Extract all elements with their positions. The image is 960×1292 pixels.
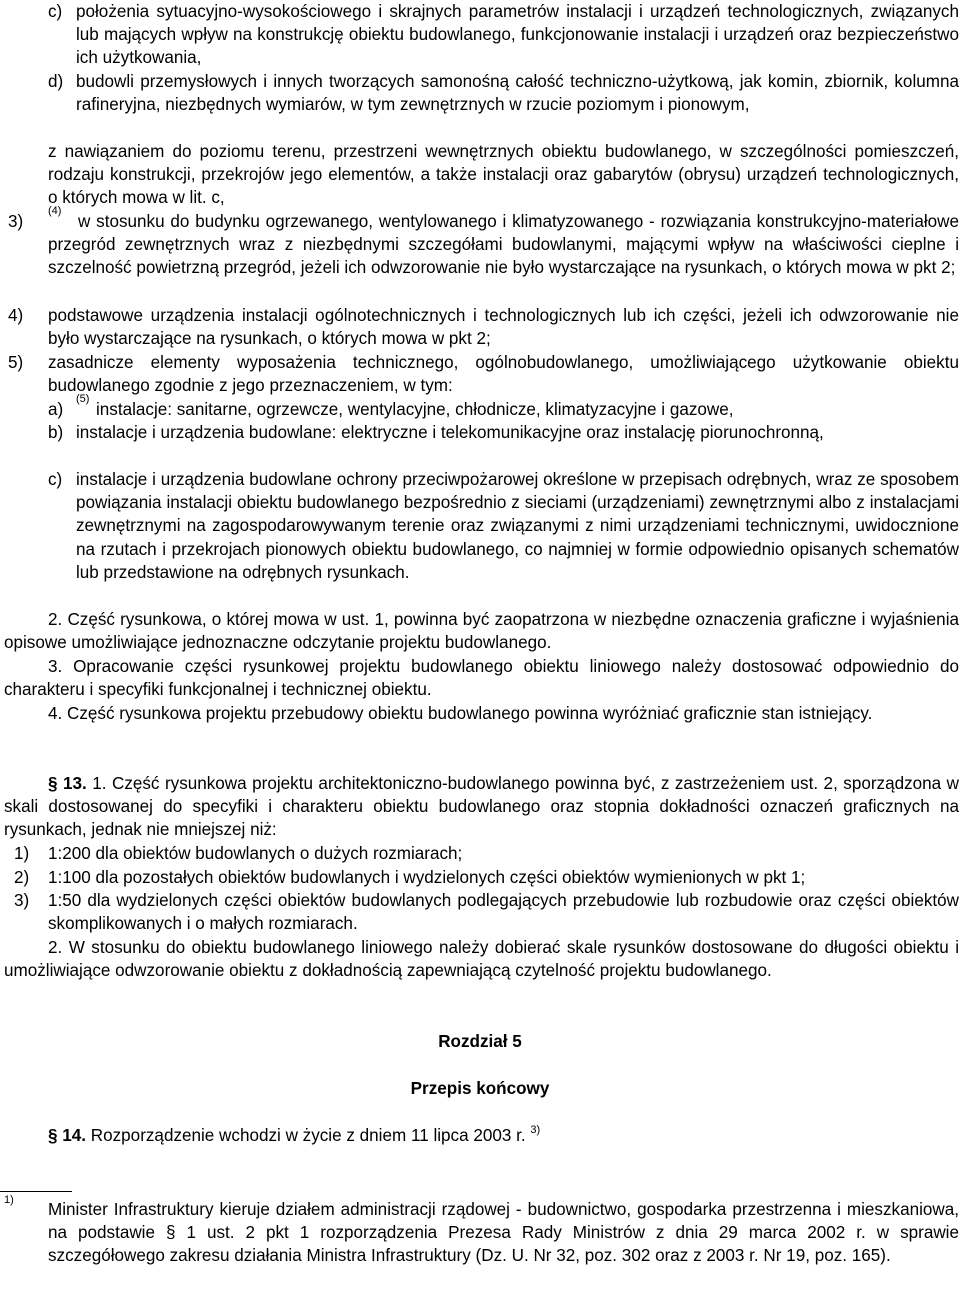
chapter-subtitle: Przepis końcowy: [410, 1079, 550, 1098]
item-label: d): [48, 72, 64, 91]
item-label: 1): [14, 844, 30, 863]
list-item: 1:100 dla pozostałych obiektów budowlanych i wydzielonych części obiektów wymienionych w pkt 1;: [48, 868, 806, 887]
item-label: b): [48, 423, 64, 442]
item-text: podstawowe urządzenia instalacji ogólnotechnicznych i technologicznych lub ich części, jeżeli ich odwzorowanie nie było wystarczające na rysunkach, o których mowa w pkt 2;: [48, 306, 959, 349]
paragraph: 2. Część rysunkowa, o której mowa w ust. 1, powinna być zaopatrzona w niezbędne oznaczenia graficzne i wyjaśnienia opisowe umożliwiające jednoznaczne odczytanie projektu budowlanego.: [4, 610, 959, 653]
paragraph: z nawiązaniem do poziomu terenu, przestrzeni wewnętrznych obiektu budowlanego, w szczególności pomieszczeń, rodzaju konstrukcji, przekrojów jego elementów, a także instalacji oraz gabarytów (obrysu) urządzeń technologicznych, o których mowa w lit. c,: [48, 142, 959, 208]
paragraph: 4. Część rysunkowa projektu przebudowy obiektu budowlanego powinna wyróżniać graficznie stan istniejący.: [48, 704, 873, 723]
list-item: 1:50 dla wydzielonych części obiektów budowlanych podlegających przebudowie lub rozbudowie oraz części obiektów skomplikowanych i o małych rozmiarach.: [48, 891, 959, 934]
item-text: instalacje i urządzenia budowlane ochrony przeciwpożarowej określone w przepisach odrębnych, wraz ze sposobem powiązania instalacji obiektu budowlanego bezpośrednio z sieciami (urządzeniami) zewnętrznymi albo z instalacjami zewnętrznymi na zagospodarowywanym terenie oraz związanymi z nimi urządzeniami technicznymi, uwidocznione na rzutach i przekrojach pionowych obiektu budowlanego, co najmniej w formie odpowiednio opisanych schematów lub przedstawione na odrębnych rysunkach.: [76, 470, 959, 582]
item-text: zasadnicze elementy wyposażenia technicznego, ogólnobudowlanego, umożliwiającego użytkowanie obiektu budowlanego zgodnie z jego przeznaczeniem, w tym:: [48, 353, 959, 396]
item-label: 5): [8, 353, 24, 372]
footnote-text: Minister Infrastruktury kieruje działem administracji rządowej - budownictwo, gospodarka przestrzenna i mieszkaniowa, na podstawie § 1 ust. 2 pkt 1 rozporządzenia Prezesa Rady Ministrów z dnia 29 marca 2002 r. w sprawie szczegółowego zakresu działania Ministra Infrastruktury (Dz. U. Nr 32, poz. 302 oraz z 2003 r. Nr 19, poz. 165).: [48, 1200, 959, 1266]
footnote-ref: (4): [48, 205, 62, 217]
paragraph: 3. Opracowanie części rysunkowej projektu budowlanego obiektu liniowego należy dostosować odpowiednio do charakteru i specyfiki funkcjonalnej i technicznej obiektu.: [4, 657, 959, 700]
item-label: 3): [14, 891, 30, 910]
section-symbol: §: [48, 1126, 58, 1145]
item-label: c): [48, 470, 63, 489]
item-label: 4): [8, 306, 24, 325]
section-text: 1. Część rysunkowa projektu architektoniczno-budowlanego powinna być, z zastrzeżeniem ust. 2, sporządzona w skali dostosowanej do specyfiki i charakteru obiektu budowlanego oraz stopnia dokładności oznaczeń graficznych na rysunkach, jednak nie mniejszej niż:: [4, 774, 959, 840]
item-label: a): [48, 400, 64, 419]
section-13-paragraph: [4, 772, 959, 842]
section-14-paragraph: [48, 1124, 959, 1147]
footnote-label: 1): [4, 1194, 14, 1206]
section-number: 13.: [63, 774, 87, 793]
footnote-divider: [0, 1191, 72, 1192]
item-text: instalacje: sanitarne, ogrzewcze, wentylacyjne, chłodnicze, klimatyzacyjne i gazowe,: [96, 400, 734, 419]
item-label: 3): [8, 212, 24, 231]
section-text: Rozporządzenie wchodzi w życie z dniem 11 lipca 2003 r.: [90, 1126, 526, 1145]
footnote-ref: 3): [530, 1124, 541, 1136]
chapter-title: Rozdział 5: [438, 1032, 522, 1051]
paragraph: 2. W stosunku do obiektu budowlanego liniowego należy dobierać skale rysunków dostosowane do długości obiektu i umożliwiające odwzorowanie obiektu z dokładnością zapewniającą czytelność projektu budowlanego.: [4, 938, 959, 981]
footnote-ref: (5): [76, 393, 90, 405]
section-number: 14.: [62, 1126, 87, 1145]
section-symbol: §: [48, 774, 58, 793]
item-label: c): [48, 2, 63, 21]
list-item: 1:200 dla obiektów budowlanych o dużych rozmiarach;: [48, 844, 463, 863]
item-text: budowli przemysłowych i innych tworzących samonośną całość techniczno-użytkową, jak komin, zbiornik, kolumna rafineryjna, niezbędnych wymiarów, w tym zewnętrznych w rzucie poziomym i pionowym,: [76, 72, 959, 115]
item-label: 2): [14, 868, 30, 887]
item-text: położenia sytuacyjno-wysokościowego i skrajnych parametrów instalacji i urządzeń technologicznych, związanych lub mających wpływ na konstrukcję obiektu budowlanego, funkcjonowanie instalacji i urządzeń oraz bezpieczeństwo ich użytkowania,: [76, 2, 959, 68]
item-text: w stosunku do budynku ogrzewanego, wentylowanego i klimatyzowanego - rozwiązania konstrukcyjno-materiałowe przegród zewnętrznych wraz z niezbędnymi szczegółami budowlanymi, mającymi wpływ na właściwości cieplne i szczelność powietrzną przegród, jeżeli ich odwzorowanie nie było wystarczające na rysunkach, o których mowa w pkt 2;: [48, 212, 959, 278]
item-text: instalacje i urządzenia budowlane: elektryczne i telekomunikacyjne oraz instalację piorunochronną,: [76, 423, 824, 442]
